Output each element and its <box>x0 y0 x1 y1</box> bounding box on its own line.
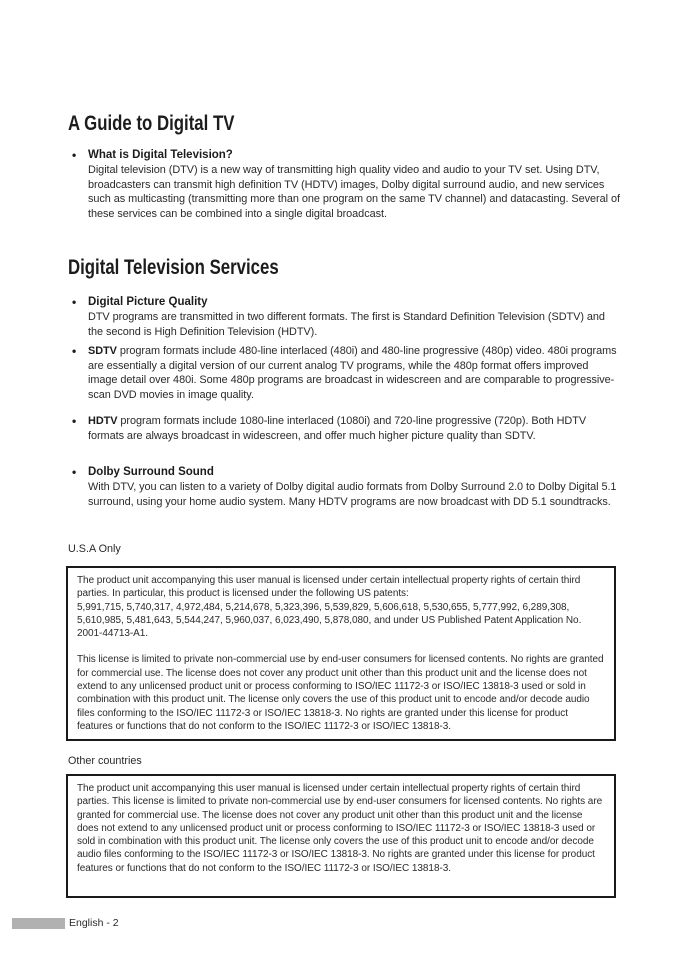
item-heading: What is Digital Television? <box>88 149 233 161</box>
list-item-dolby <box>68 465 620 509</box>
bullet-icon: • <box>72 465 77 479</box>
list-item-picture-quality <box>68 295 620 339</box>
bullet-icon: • <box>72 148 77 162</box>
footer-page-marker <box>12 918 65 929</box>
usa-notice-paragraph-1 <box>77 574 605 640</box>
bullet-icon: • <box>72 295 77 309</box>
page-title <box>68 112 620 136</box>
item-body: DTV programs are transmitted in two different formats. The first is Standard Definition Television (SDTV) and the second is High Definition Television (HDTV). <box>88 311 605 338</box>
other-countries-box <box>66 774 616 898</box>
page-title-text: A Guide to Digital TV <box>68 112 235 135</box>
item-lead: SDTV <box>88 345 117 357</box>
section-title-text: Digital Television Services <box>68 256 279 279</box>
list-item-sdtv <box>68 344 620 402</box>
item-body: With DTV, you can listen to a variety of Dolby digital audio formats from Dolby Surround 2.0 to Dolby Digital 5.1 surround, using your home audio system. Many HDTV programs are now broadcast with DD 5.1 soundtracks. <box>88 481 617 508</box>
item-heading: Digital Picture Quality <box>88 296 208 308</box>
item-body: Digital television (DTV) is a new way of transmitting high quality video and audio to your TV set. Using DTV, broadcasters can transmit high definition TV (HDTV) images, Dolby digital surround audio, and new services such as multicasting (transmitting more than one program on the same TV channel) and datacasting. Several of these services can be combined into a single digital broadcast. <box>88 164 620 220</box>
usa-notice-label: U.S.A Only <box>68 543 121 555</box>
list-item-what-is-dtv <box>68 148 620 221</box>
item-body <box>88 414 620 443</box>
list-item-hdtv <box>68 414 620 443</box>
bullet-icon: • <box>72 344 77 358</box>
usa-notice-box <box>66 566 616 741</box>
item-body <box>88 344 620 402</box>
footer-page-label: English - 2 <box>69 917 119 929</box>
usa-notice-intro: The product unit accompanying this user manual is licensed under certain intellectual property rights of certain third parties. In particular, this product is licensed under the following US patents: <box>77 575 581 600</box>
item-body-text: program formats include 1080-line interlaced (1080i) and 720-line progressive (720p). Both HDTV formats are always broadcast in widescreen, and offer much higher picture quality than SDTV. <box>88 415 587 442</box>
item-lead: HDTV <box>88 415 118 427</box>
section-title-services <box>68 256 620 280</box>
item-body-text: program formats include 480-line interlaced (480i) and 480-line progressive (480p) video. 480i programs are essentially a digital version of our current analog TV programs, while the 480p format offers improved image detail over 480i. Some 480p programs are broadcast in widescreen and are comparable to progressive-scan DVD movies in image quality. <box>88 345 617 401</box>
other-countries-paragraph: The product unit accompanying this user manual is licensed under certain intellectual property rights of certain third parties. This license is limited to private non-commercial use by end-user consumers for licensed contents. No rights are granted for commercial use. The license does not cover any product unit other than this product unit and the license does not extend to any unlicensed product unit or process conforming to ISO/IEC 11172-3 or ISO/IEC 13818-3 used or sold in combination with this product unit. The license only covers the use of this product unit to encode and/or decode audio files conforming to the ISO/IEC 11172-3 or ISO/IEC 13818-3. No rights are granted under this license for product features or functions that do not conform to the ISO/IEC 11172-3 or ISO/IEC 13818-3. <box>77 783 603 874</box>
usa-notice-patent-list: 5,991,715, 5,740,317, 4,972,484, 5,214,678, 5,323,396, 5,539,829, 5,606,618, 5,530,655, 5,777,992, 6,289,308, 5,610,985, 5,481,643, 5,544,247, 5,960,037, 6,023,490, 5,878,080, and under US Published Patent Application No. 2001-44713-A1. <box>77 601 582 640</box>
usa-notice-paragraph-2: This license is limited to private non-commercial use by end-user consumers for licensed contents. No rights are granted for commercial use. The license does not cover any product unit other than this product unit and the license does not extend to any unlicensed product unit or process conforming to ISO/IEC 11172-3 or ISO/IEC 13818-3 used or sold in combination with this product unit. The license only covers the use of this product unit to encode and/or decode audio files conforming to the ISO/IEC 11172-3 or ISO/IEC 13818-3. No rights are granted under this license for product features or functions that do not conform to the ISO/IEC 11172-3 or ISO/IEC 13818-3. <box>77 654 604 732</box>
item-heading: Dolby Surround Sound <box>88 466 214 478</box>
bullet-icon: • <box>72 414 77 428</box>
other-countries-label: Other countries <box>68 755 142 767</box>
